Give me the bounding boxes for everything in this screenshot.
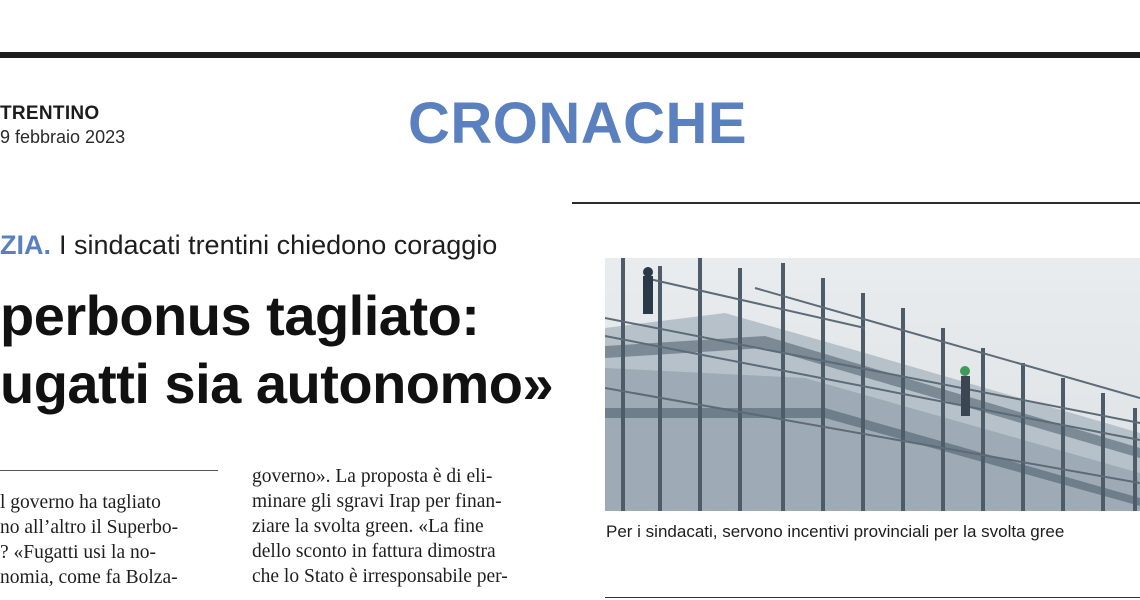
- body-column-1: [0, 490, 178, 590]
- headline-line: ugatti sia autonomo»: [0, 352, 554, 415]
- body-line: dello sconto in fattura dimostra: [252, 541, 496, 562]
- column-rule: [0, 470, 218, 471]
- kicker-tag: ZIA.: [0, 230, 51, 260]
- headline-line: perbonus tagliato:: [0, 284, 480, 347]
- publication-date: 9 febbraio 2023: [0, 127, 126, 147]
- body-line: ? «Fugatti usi la no-: [0, 542, 156, 563]
- body-column-2: [252, 464, 508, 589]
- kicker-text: I sindacati trentini chiedono coraggio: [59, 230, 498, 260]
- section-rule: [572, 202, 1140, 204]
- section-title: CRONACHE: [408, 91, 748, 156]
- publication-name: TRENTINO: [0, 103, 100, 124]
- body-line: minare gli sgravi Irap per finan-: [252, 491, 502, 512]
- scaffolding-photo: [605, 258, 1140, 511]
- body-line: ziare la svolta green. «La fine: [252, 516, 484, 537]
- caption-rule: [605, 597, 1140, 598]
- kicker: [0, 228, 497, 262]
- headline: [0, 282, 553, 418]
- body-line: no all’altro il Superbo-: [0, 517, 179, 538]
- photo-caption: Per i sindacati, servono incentivi provinciali per la svolta gree: [606, 522, 1065, 541]
- body-line: governo». La proposta è di eli-: [252, 466, 493, 487]
- body-line: che lo Stato è irresponsabile per-: [252, 566, 508, 587]
- body-line: nomia, come fa Bolza-: [0, 567, 178, 588]
- body-line: l governo ha tagliato: [0, 492, 161, 513]
- top-rule: [0, 52, 1140, 58]
